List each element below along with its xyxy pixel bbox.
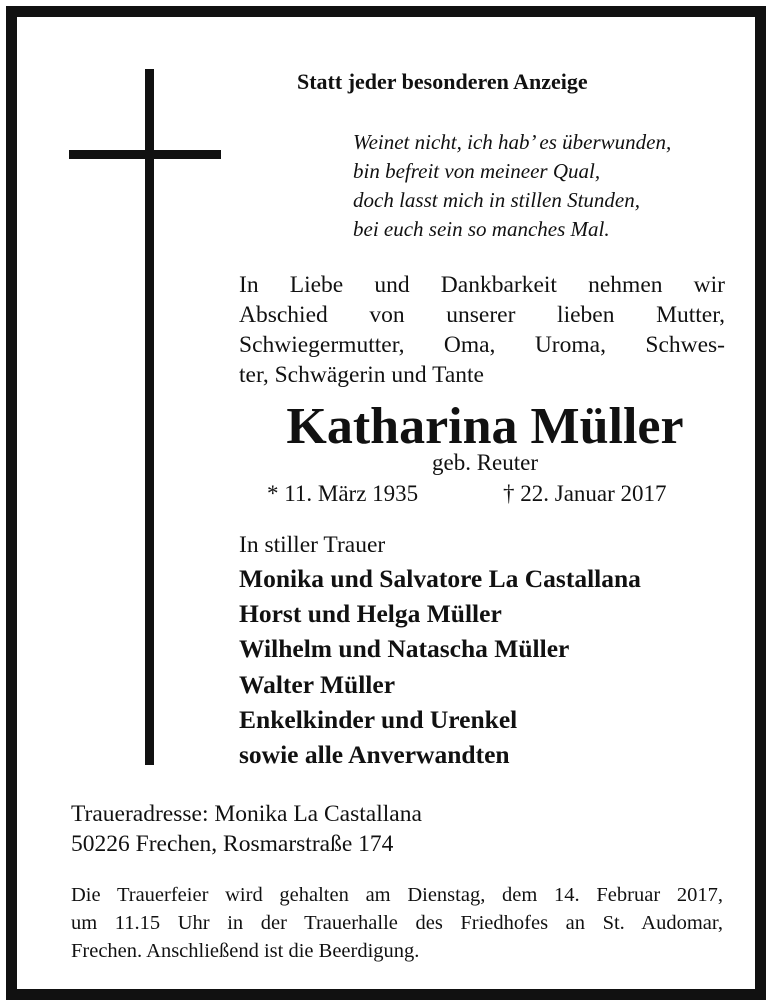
- intro-line: In Liebe und Dankbarkeit nehmen wir: [239, 272, 725, 298]
- mourners-list: [239, 561, 739, 772]
- intro-line: ter, Schwägerin und Tante: [239, 362, 484, 388]
- cross-icon-horizontal-bar: [69, 150, 221, 159]
- mourning-intro: In stiller Trauer: [239, 532, 386, 558]
- poem-line: Weinet nicht, ich hab’ es überwunden,: [353, 130, 672, 154]
- intro-line: Schwiegermutter, Oma, Uroma, Schwes-: [239, 332, 725, 358]
- intro-text: [239, 270, 725, 390]
- mourner-line: Horst und Helga Müller: [239, 599, 502, 629]
- ceremony-line: Frechen. Anschließend ist die Beerdigung.: [71, 940, 420, 962]
- address-line: Traueradresse: Monika La Castallana: [71, 801, 422, 827]
- intro-line: Abschied von unserer lieben Mutter,: [239, 302, 725, 328]
- poem-line: bin befreit von meineer Qual,: [353, 159, 601, 183]
- deceased-name: Katharina Müller: [286, 398, 684, 455]
- ceremony-line: um 11.15 Uhr in der Trauerhalle des Friedhofes an St. Audomar,: [71, 912, 723, 934]
- mourner-line: sowie alle Anverwandten: [239, 740, 510, 770]
- mourning-address: [71, 799, 731, 859]
- mourner-line: Enkelkinder und Urenkel: [239, 704, 518, 734]
- mourner-line: Monika und Salvatore La Castallana: [239, 564, 641, 593]
- obituary-frame: [6, 6, 766, 1000]
- mourner-line: Wilhelm und Natascha Müller: [239, 634, 570, 664]
- mourner-line: Walter Müller: [239, 669, 396, 699]
- notice-heading: Statt jeder besonderen Anzeige: [297, 69, 588, 94]
- birth-date: * 11. März 1935: [267, 481, 419, 506]
- poem-line: doch lasst mich in stillen Stunden,: [353, 188, 640, 212]
- ceremony-info: [71, 881, 723, 965]
- poem-line: bei euch sein so manches Mal.: [353, 217, 610, 241]
- maiden-name: geb. Reuter: [431, 450, 538, 475]
- death-date: † 22. Januar 2017: [503, 481, 667, 506]
- address-line: 50226 Frechen, Rosmarstraße 174: [71, 831, 394, 857]
- poem: [353, 128, 743, 244]
- ceremony-line: Die Trauerfeier wird gehalten am Dienstag, dem 14. Februar 2017,: [71, 884, 723, 906]
- cross-icon-vertical-bar: [145, 69, 154, 765]
